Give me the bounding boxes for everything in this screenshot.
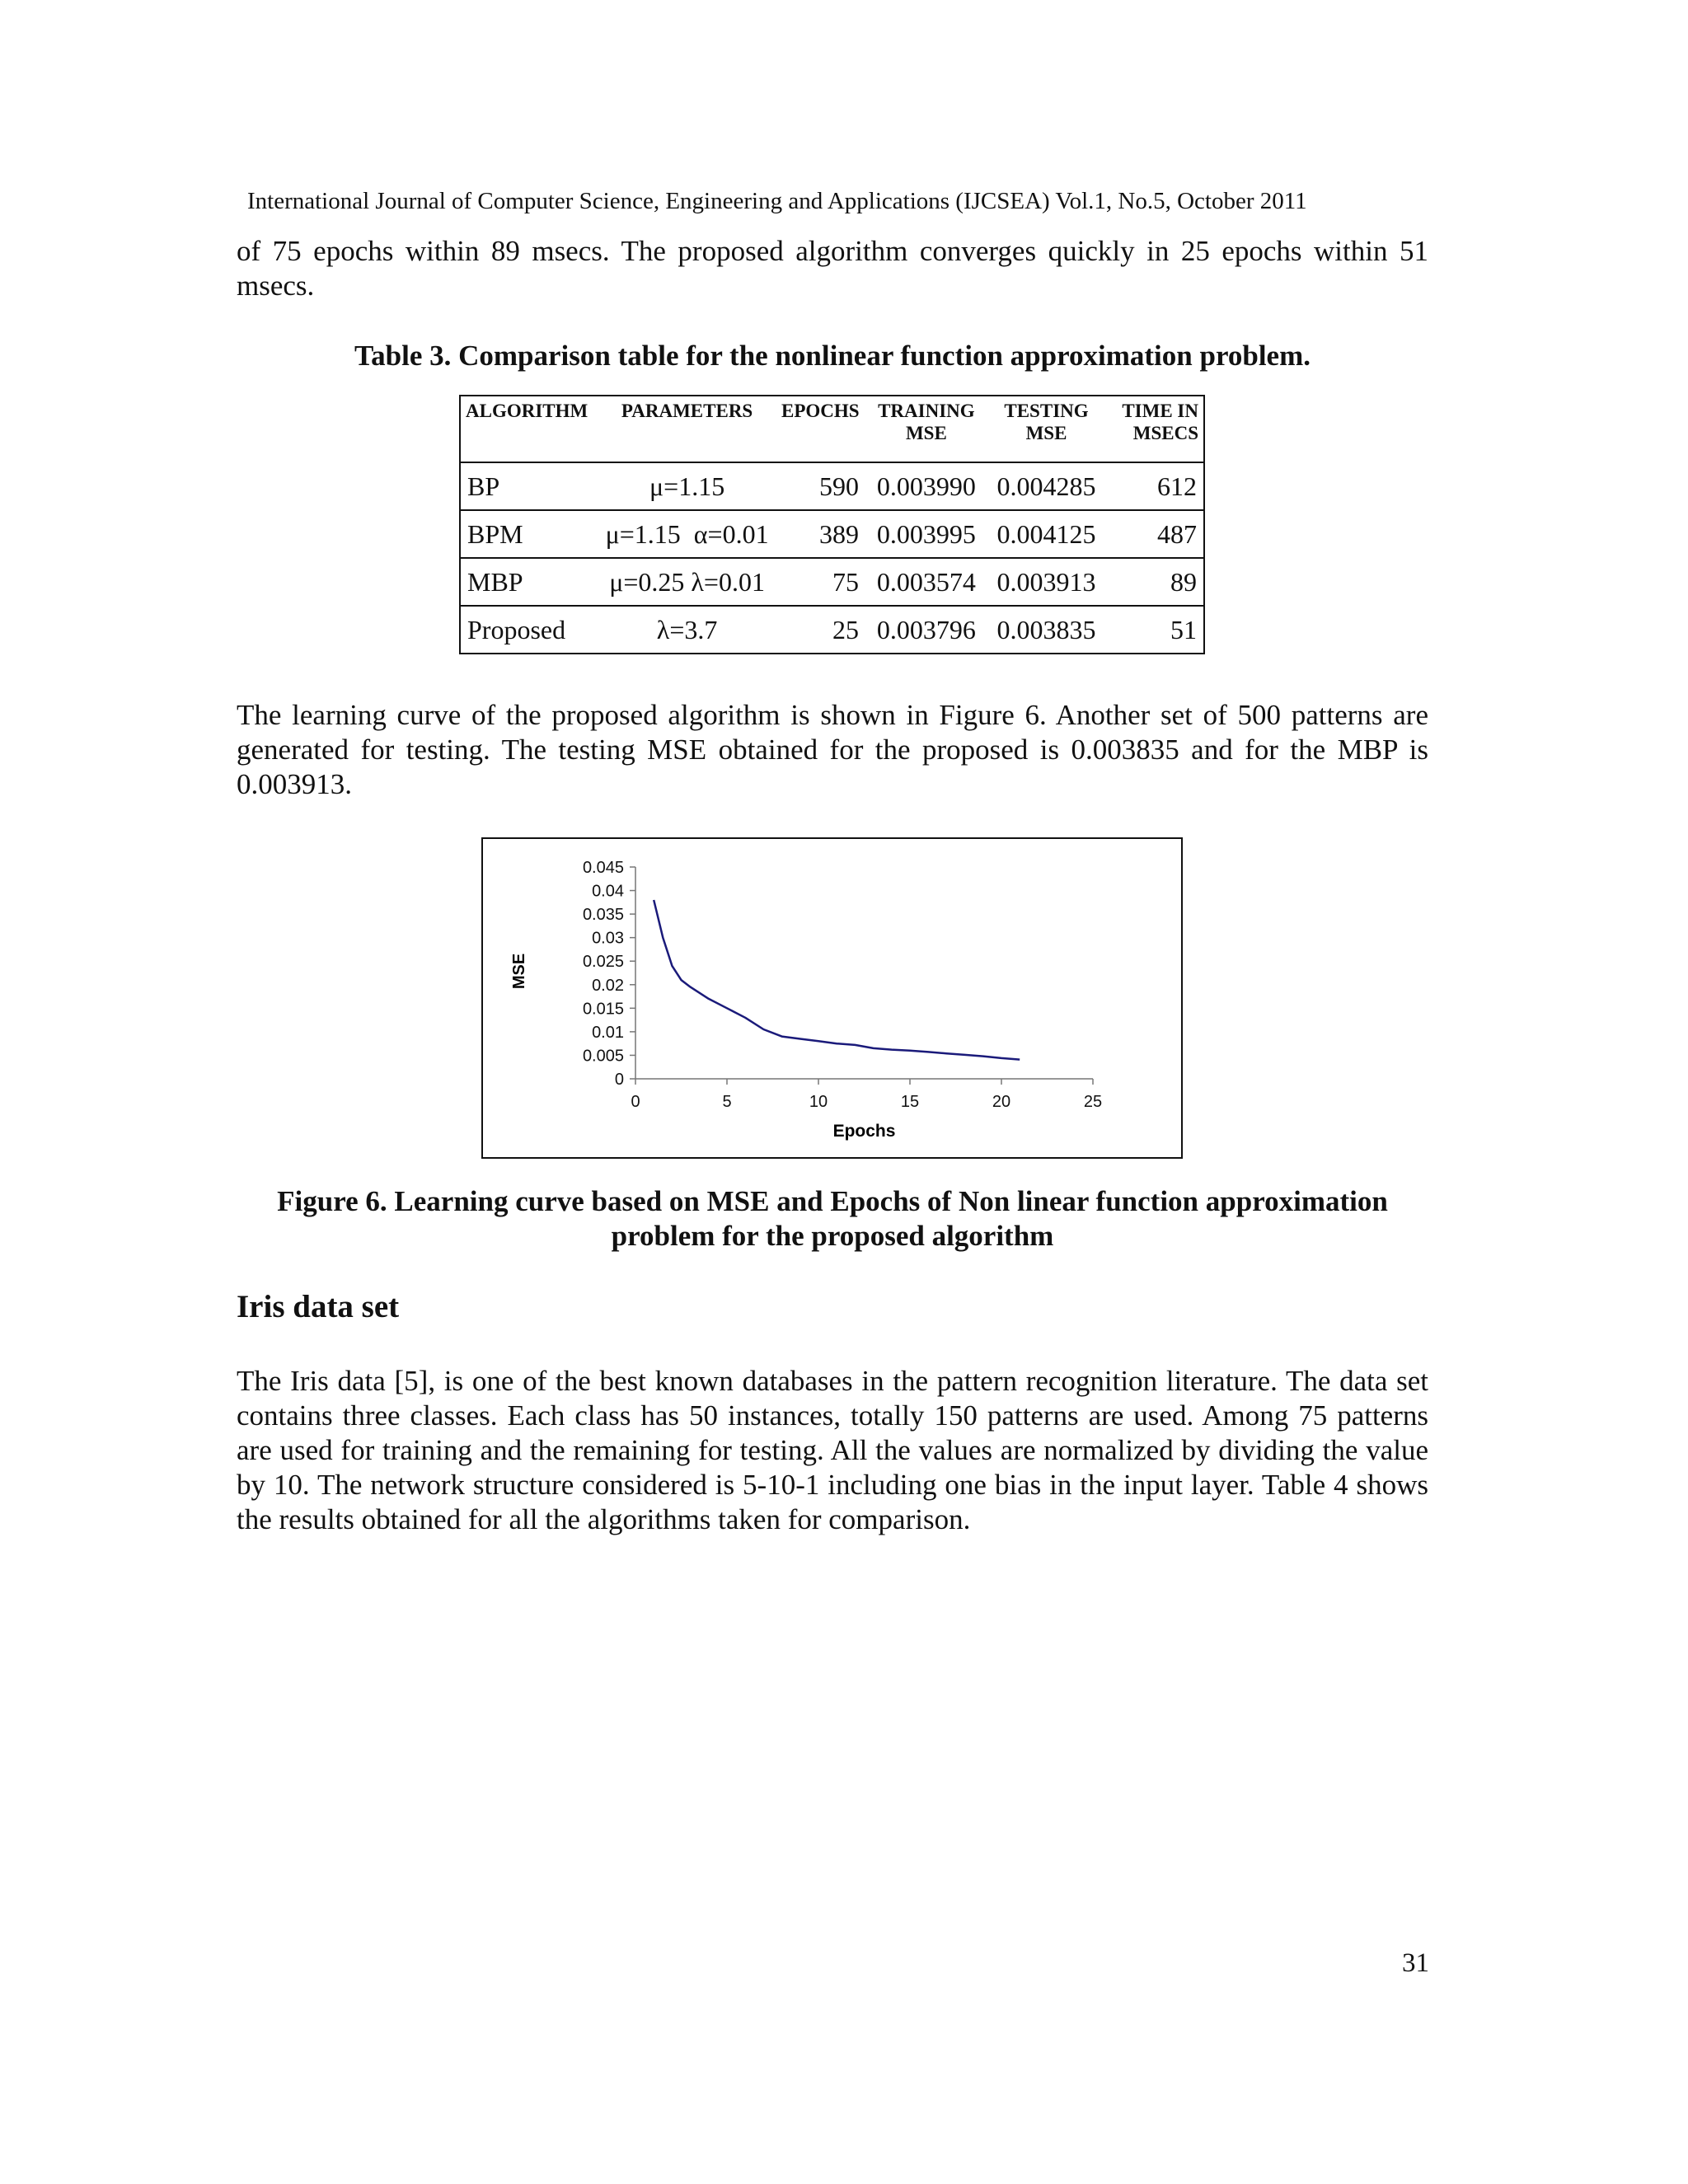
- learning-curve-paragraph: The learning curve of the proposed algorithm is shown in Figure 6. Another set of 500 patterns are generated for testing. The testing MSE obtained for the proposed is 0.003835 and for the MBP is 0.003913.: [237, 699, 1428, 800]
- x-tick-label: 15: [900, 1093, 920, 1111]
- table-header-row: [460, 396, 1204, 462]
- x-tick-label: 25: [1083, 1093, 1103, 1111]
- cell-time: 89: [1170, 567, 1197, 597]
- cell-training-mse: 0.003574: [876, 567, 976, 597]
- cell-parameters: μ=1.15 α=0.01: [605, 519, 769, 549]
- cell-epochs: 75: [832, 567, 860, 597]
- running-header: International Journal of Computer Science, Engineering and Applications (IJCSEA) Vol.1, No.5, October 2011: [247, 188, 1307, 214]
- table-row: [460, 462, 1204, 510]
- x-tick-group: [631, 1079, 1102, 1111]
- cell-algorithm: BP: [467, 471, 500, 501]
- page-number: 31: [1402, 1948, 1429, 1978]
- header-algorithm: ALGORITHM: [466, 401, 588, 421]
- y-tick-label: 0: [614, 1071, 624, 1089]
- x-axis-label: Epochs: [832, 1122, 896, 1141]
- y-tick-label: 0.01: [592, 1023, 624, 1042]
- header-parameters: PARAMETERS: [621, 401, 753, 421]
- cell-testing-mse: 0.004285: [996, 471, 1096, 501]
- y-axis-label: MSE: [510, 953, 528, 990]
- cell-epochs: 590: [819, 471, 860, 501]
- y-tick-group: [583, 859, 635, 1089]
- learning-curve-chart: [481, 837, 1183, 1159]
- figure-caption-line2: problem for the proposed algorithm: [611, 1220, 1054, 1252]
- table-caption: Table 3. Comparison table for the nonlinear function approximation problem.: [354, 340, 1311, 372]
- section-heading: Iris data set: [237, 1289, 400, 1324]
- x-tick-label: 20: [992, 1093, 1011, 1111]
- table-row: [460, 606, 1204, 654]
- y-tick-label: 0.03: [592, 929, 624, 948]
- x-tick-label: 10: [809, 1093, 828, 1111]
- header-epochs: EPOCHS: [781, 401, 860, 421]
- cell-training-mse: 0.003995: [876, 519, 976, 549]
- header-testing-mse: TESTING MSE: [1004, 401, 1089, 443]
- table-row: [460, 558, 1204, 606]
- y-tick-label: 0.045: [582, 859, 624, 877]
- cell-testing-mse: 0.004125: [996, 519, 1096, 549]
- cell-algorithm: BPM: [467, 519, 523, 549]
- cell-training-mse: 0.003990: [876, 471, 976, 501]
- header-time: TIME IN MSECS: [1122, 401, 1198, 443]
- y-tick-label: 0.04: [592, 882, 624, 901]
- x-tick-label: 0: [631, 1093, 640, 1111]
- y-tick-label: 0.005: [582, 1047, 624, 1066]
- cell-parameters: λ=3.7: [656, 615, 718, 644]
- figure-caption-line1: Figure 6. Learning curve based on MSE and Epochs of Non linear function approximation: [277, 1185, 1388, 1217]
- table-row: [460, 510, 1204, 558]
- cell-parameters: μ=0.25 λ=0.01: [609, 567, 765, 597]
- cell-epochs: 389: [819, 519, 860, 549]
- cell-time: 487: [1157, 519, 1197, 549]
- cell-algorithm: Proposed: [467, 615, 566, 644]
- comparison-table: [459, 395, 1205, 654]
- cell-algorithm: MBP: [467, 567, 523, 597]
- header-training-mse: TRAINING MSE: [878, 401, 975, 443]
- y-tick-label: 0.025: [582, 953, 624, 972]
- iris-paragraph: The Iris data [5], is one of the best known databases in the pattern recognition literature. The data set contains three classes. Each class has 50 instances, totally 150 patterns are used. Among 75 patterns are used for training and the remaining for testing. All the values are normalized by dividing the value by 10. The network structure considered is 5-10-1 including one bias in the input layer. Table 4 shows the results obtained for all the algorithms taken for comparison.: [237, 1365, 1428, 1535]
- cell-training-mse: 0.003796: [876, 615, 976, 644]
- cell-testing-mse: 0.003835: [996, 615, 1096, 644]
- cell-testing-mse: 0.003913: [996, 567, 1096, 597]
- x-tick-label: 5: [722, 1093, 732, 1111]
- y-tick-label: 0.015: [582, 1000, 624, 1019]
- y-tick-label: 0.035: [582, 906, 624, 925]
- cell-time: 612: [1157, 471, 1197, 501]
- cell-time: 51: [1170, 615, 1197, 644]
- series-layer: [654, 900, 1020, 1060]
- y-tick-label: 0.02: [592, 976, 624, 995]
- cell-epochs: 25: [832, 615, 860, 644]
- intro-paragraph: of 75 epochs within 89 msecs. The proposed algorithm converges quickly in 25 epochs within 51 msecs.: [237, 235, 1428, 302]
- chart-svg: [483, 839, 1181, 1157]
- cell-parameters: μ=1.15: [649, 471, 725, 501]
- mse-series-line: [654, 900, 1020, 1060]
